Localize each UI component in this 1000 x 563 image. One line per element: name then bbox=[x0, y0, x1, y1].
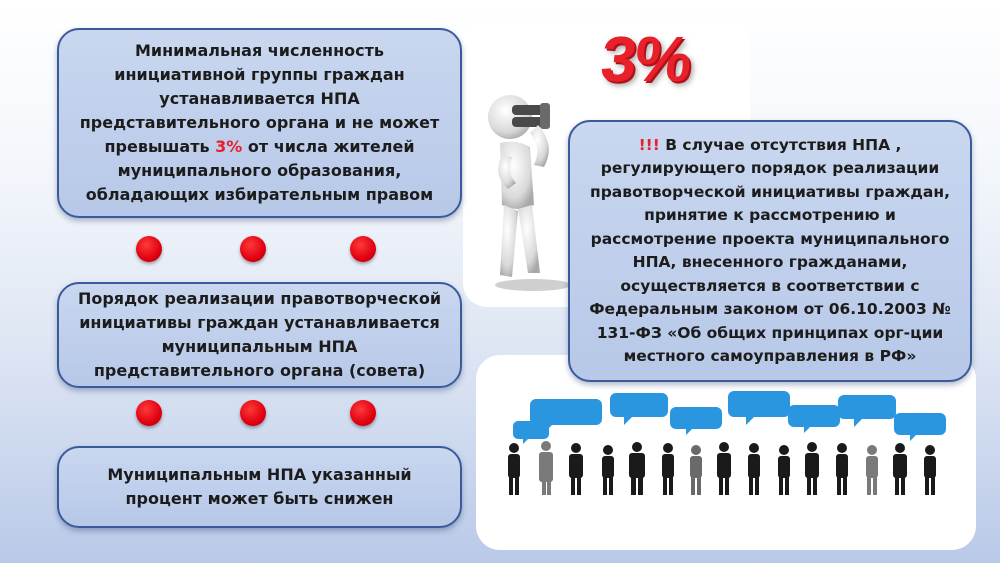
reduction-info-box bbox=[57, 446, 462, 528]
min-group-info-box bbox=[57, 28, 462, 218]
exclamation-highlight: !!! bbox=[638, 135, 660, 154]
procedure-info-text: Порядок реализации правотворческой инициативы граждан устанавливается муниципальным НПА представительного органа (совета) bbox=[77, 289, 442, 380]
bullet-dot bbox=[240, 400, 266, 426]
min-group-info-text: Минимальная численность инициативной группы граждан устанавливается НПА представительного органа и не может превышать 3% от числа жителей муниципального образования, обладающих избирательным правом bbox=[79, 41, 440, 204]
bullet-dot bbox=[240, 236, 266, 262]
three-percent-highlight: 3% bbox=[215, 137, 243, 156]
bullet-dot bbox=[136, 236, 162, 262]
reduction-info-text: Муниципальным НПА указанный процент может быть снижен bbox=[107, 465, 412, 508]
bullet-dot bbox=[350, 236, 376, 262]
three-percent-graphic: 3% bbox=[597, 23, 694, 95]
bullet-dot bbox=[136, 400, 162, 426]
federal-law-info-text: !!! В случае отсутствия НПА , регулирующего порядок реализации правотворческой инициативы граждан, принятие к рассмотрению и рассмотрение проекта муниципального НПА, внесенного гражданами, осуществляется в соответствии с Федеральным законом от 06.10.2003 № 131-ФЗ «Об общих принципах орг-ции местного самоуправления в РФ» bbox=[589, 135, 951, 365]
federal-law-info-box bbox=[568, 120, 972, 382]
crowd-speech-bubbles-icon bbox=[498, 385, 958, 500]
procedure-info-box bbox=[57, 282, 462, 388]
bullet-dot bbox=[350, 400, 376, 426]
